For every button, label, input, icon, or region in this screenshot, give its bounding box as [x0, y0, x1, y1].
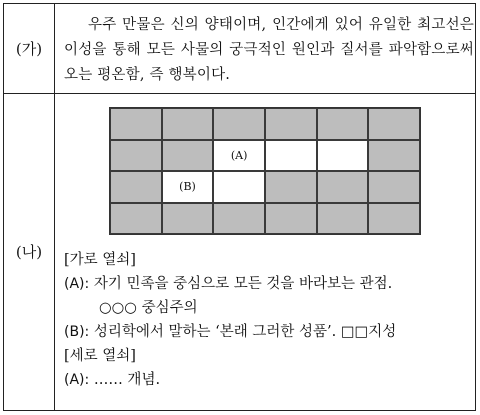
- across-clue-b-marker: (B):: [64, 324, 90, 340]
- grid-cell-blocked: [368, 203, 420, 235]
- clue-list: [64, 248, 476, 392]
- question-table: [3, 3, 476, 411]
- across-heading: [가로 열쇠]: [64, 252, 136, 268]
- down-clue-a-marker: (A):: [64, 372, 90, 388]
- grid-cell-blocked: [317, 203, 369, 235]
- down-clue-a-text: …… 개념.: [93, 372, 161, 388]
- down-heading: [세로 열쇠]: [64, 348, 136, 364]
- grid-cell-blocked: [162, 108, 214, 140]
- grid-cell-blocked: [368, 108, 420, 140]
- grid-cell-b: (B): [162, 171, 214, 203]
- grid-cell-blocked: [317, 171, 369, 203]
- grid-cell-blocked: [162, 203, 214, 235]
- across-clue-a: [64, 272, 476, 296]
- grid-cell-blocked: [265, 203, 317, 235]
- crossword-grid: [109, 107, 421, 235]
- across-clue-a-text: 자기 민족을 중심으로 모든 것을 바라보는 관점.: [93, 276, 393, 292]
- grid-cell-open: [213, 171, 265, 203]
- grid-cell-blocked: [317, 108, 369, 140]
- grid-cell-open: [317, 140, 369, 172]
- across-clue-b-text: 성리학에서 말하는 ‘본래 그러한 성품’. □□지성: [93, 324, 397, 340]
- grid-cell-blocked: [110, 203, 162, 235]
- grid-cell-blocked: [110, 108, 162, 140]
- grid-cell-blocked: [213, 108, 265, 140]
- grid-cell-blocked: [162, 140, 214, 172]
- row-label-na: (나): [15, 243, 43, 261]
- grid-cell-open: [265, 140, 317, 172]
- across-clue-a-marker: (A):: [64, 276, 90, 292]
- down-clue-a: [64, 368, 476, 392]
- grid-cell-blocked: [213, 203, 265, 235]
- grid-cell-blocked: [368, 140, 420, 172]
- column-divider: [54, 4, 55, 410]
- row-label-ga: (가): [15, 40, 43, 58]
- row-divider: [4, 93, 475, 94]
- grid-cell-a: (A): [213, 140, 265, 172]
- across-clue-a-sub: ○○○ 중심주의: [99, 300, 198, 316]
- grid-cell-blocked: [368, 171, 420, 203]
- grid-cell-blocked: [110, 140, 162, 172]
- across-clue-b: [64, 320, 476, 344]
- grid-cell-blocked: [265, 108, 317, 140]
- grid-cell-blocked: [110, 171, 162, 203]
- passage-ga: 우주 만물은 신의 양태이며, 인간에게 있어 유일한 최고선은 이성을 통해 모든 사물의 궁극적인 원인과 질서를 파악함으로써 오는 평온함, 즉 행복이다.: [64, 17, 474, 83]
- grid-cell-blocked: [265, 171, 317, 203]
